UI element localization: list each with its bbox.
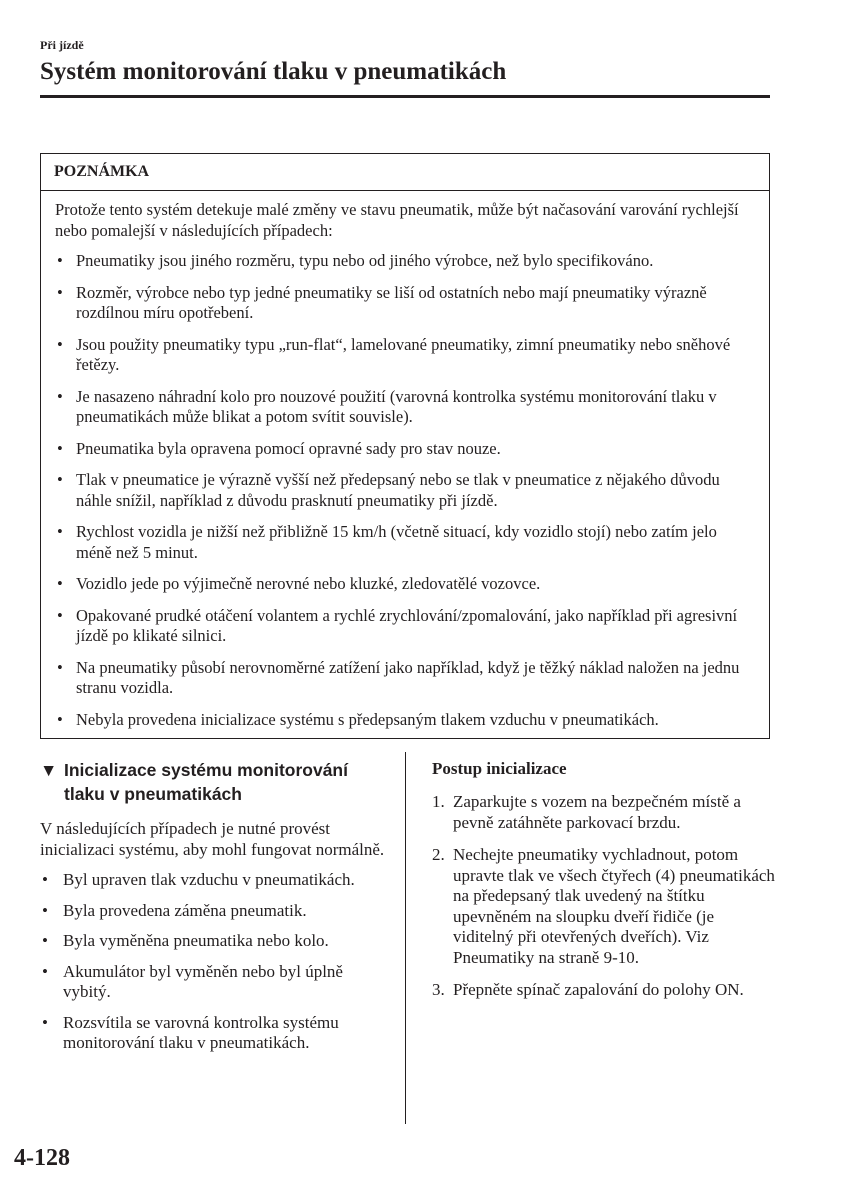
note-item: • Nebyla provedena inicializace systému s předepsaným tlakem vzduchu v pneumatikách. — [55, 710, 755, 731]
note-item: • Rychlost vozidla je nižší než přibližně 15 km/h (včetně situací, kdy vozidlo stojí) nebo zatím jelo méně než 5 minut. — [55, 522, 755, 563]
initialization-item: • Byla provedena záměna pneumatik. — [40, 901, 385, 922]
note-body — [41, 191, 769, 730]
note-item: • Rozměr, výrobce nebo typ jedné pneumatiky se liší od ostatních nebo mají pneumatiky výrazně rozdílnou míru opotřebení. — [55, 283, 755, 324]
note-item: • Opakované prudké otáčení volantem a rychlé zrychlování/zpomalování, jako například při agresivní jízdě po klikaté silnici. — [55, 606, 755, 647]
initialization-item: • Rozsvítila se varovná kontrolka systému monitorování tlaku v pneumatikách. — [40, 1013, 385, 1054]
note-heading: POZNÁMKA — [41, 154, 769, 191]
procedure-heading: Postup inicializace — [432, 759, 567, 778]
step-text: Zaparkujte s vozem na bezpečném místě a pevně zatáhněte parkovací brzdu. — [453, 792, 741, 832]
note-item: • Tlak v pneumatice je výrazně vyšší než předepsaný nebo se tlak v pneumatice z nějakého důvodu náhle snížil, například z důvodu prasknutí pneumatiky při jízdě. — [55, 470, 755, 511]
initialization-intro: V následujících případech je nutné provést inicializaci systému, aby mohl fungovat normálně. — [40, 819, 385, 859]
note-item: • Jsou použity pneumatiky typu „run-flat“, lamelované pneumatiky, zimní pneumatiky nebo sněhové řetězy. — [55, 335, 755, 376]
step-number: 1. — [432, 792, 445, 811]
initialization-item: • Akumulátor byl vyměněn nebo byl úplně vybitý. — [40, 962, 385, 1003]
initialization-item: • Byla vyměněna pneumatika nebo kolo. — [40, 931, 385, 952]
note-item: • Pneumatika byla opravena pomocí opravné sady pro stav nouze. — [55, 439, 755, 460]
procedure-section — [432, 758, 777, 1013]
procedure-step — [432, 792, 777, 833]
title-rule — [40, 95, 770, 98]
page-title: Systém monitorování tlaku v pneumatikách — [40, 58, 507, 85]
step-text: Přepněte spínač zapalování do polohy ON. — [453, 980, 744, 999]
initialization-heading — [40, 758, 385, 806]
section-label: Při jízdě — [40, 38, 84, 52]
initialization-list — [40, 870, 385, 1054]
page-number: 4-128 — [14, 1145, 70, 1171]
note-intro: Protože tento systém detekuje malé změny ve stavu pneumatik, může být načasování varování rychlejší nebo pomalejší v následujících případech: — [55, 200, 739, 240]
column-divider — [405, 752, 406, 1124]
note-item: • Je nasazeno náhradní kolo pro nouzové použití (varovná kontrolka systému monitorování tlaku v pneumatikách může blikat a potom svítit souvisle). — [55, 387, 755, 428]
procedure-steps — [432, 792, 777, 1001]
initialization-heading-text: Inicializace systému monitorování tlaku v pneumatikách — [64, 760, 348, 804]
note-item: • Na pneumatiky působí nerovnoměrné zatížení jako například, když je těžký náklad naložen na jednu stranu vozidla. — [55, 658, 755, 699]
initialization-section — [40, 758, 385, 1064]
note-box — [40, 153, 770, 739]
step-number: 3. — [432, 980, 445, 999]
note-item: • Pneumatiky jsou jiného rozměru, typu nebo od jiného výrobce, než bylo specifikováno. — [55, 251, 755, 272]
initialization-item: • Byl upraven tlak vzduchu v pneumatikách. — [40, 870, 385, 891]
note-item: • Vozidlo jede po výjimečně nerovné nebo kluzké, zledovatělé vozovce. — [55, 574, 755, 595]
step-number: 2. — [432, 845, 445, 864]
note-list — [55, 251, 755, 730]
triangle-down-icon: ▼ — [40, 760, 58, 780]
step-text: Nechejte pneumatiky vychladnout, potom upravte tlak ve všech čtyřech (4) pneumatikách na předepsaný tlak uvedený na štítku upevněném na sloupku dveří řidiče (je viditelný při otevřených dveřích). Viz Pneumatiky na straně 9-10. — [453, 845, 775, 967]
procedure-step — [432, 845, 777, 968]
procedure-step — [432, 980, 777, 1001]
